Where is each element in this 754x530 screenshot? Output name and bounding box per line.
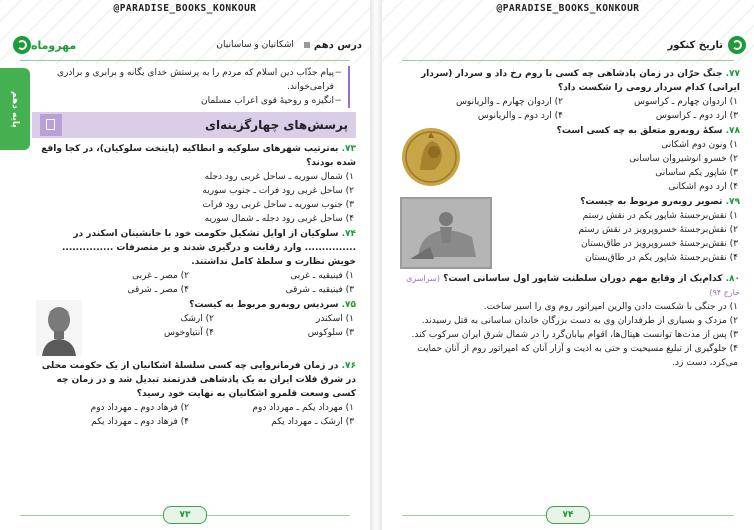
option[interactable]: ۱) فینیقیه ـ غربی — [290, 271, 354, 281]
right-page — [382, 0, 754, 530]
question-text: در زمان فرمانروایی چه کسی سلسلهٔ اشکانیان از یک حکومت محلی در شرق فلات ایران به یک پادشاهی قدرتمند تبدیل شد و در زمان چه کسی وسعت قلمرو اشکانیان به نهایت خود رسید؟ — [41, 361, 356, 399]
header-divider — [402, 60, 734, 61]
section-header — [32, 112, 356, 138]
section-title: پرسش‌های چهارگزینه‌ای — [205, 118, 348, 132]
option[interactable]: ۱) در جنگی با شکست دادن والرین امپراتور روم وی را اسیر ساخت. — [483, 302, 738, 312]
bust-statue-image — [36, 300, 82, 356]
coin-image — [400, 126, 462, 188]
question-78-block — [396, 124, 740, 194]
question-number: ۷۷. — [725, 69, 740, 79]
separator-icon — [304, 42, 310, 48]
question-text: سردیس روبه‌رو مربوط به کیست؟ — [189, 300, 339, 310]
question-number: ۷۶. — [341, 361, 356, 371]
question-number: ۷۴. — [341, 229, 356, 239]
option[interactable]: ۱) اسکندر — [315, 314, 354, 324]
question-79-block — [396, 195, 740, 271]
question-number: ۷۵. — [341, 300, 356, 310]
grade-side-tab — [0, 68, 30, 150]
option[interactable]: ۴) ارد دوم ـ والریانوس — [477, 111, 563, 121]
question-75-block — [32, 298, 356, 358]
watermark: @PARADISE_BOOKS_KONKOUR — [113, 3, 257, 14]
chapter-title: اشکانیان و ساسانیان — [216, 40, 294, 50]
option[interactable]: ۲) نقش‌برجستهٔ خسروپرویز در نقش رستم — [578, 225, 738, 235]
options-grid — [32, 269, 356, 297]
option[interactable]: ۲) مصر ـ غربی — [132, 271, 189, 281]
lesson-label: درس دهم — [313, 39, 362, 51]
option[interactable]: ۲) اردوان چهارم ـ والریانوس — [455, 97, 563, 107]
bullet-list — [32, 66, 350, 108]
option[interactable]: ۳) شاپور یکم ساسانی — [655, 168, 738, 178]
grade-side-tab-label: پایه دهم — [10, 90, 20, 128]
brand-logo-icon — [13, 36, 31, 54]
bullet-item: − پیام جذّاب دین اسلام که مردم را به پرستش خدای یگانه و برابری و برادری فرامی‌خواند. — [32, 66, 342, 94]
page-header — [8, 30, 362, 60]
question-text: کدام‌یک از وقایع مهم دوران سلطنت شاپور اول ساسانی است؟ — [443, 274, 723, 284]
option[interactable]: ۲) ساحل غربی رود فرات ـ جنوب سوریه — [202, 186, 354, 196]
option[interactable]: ۱) ونون دوم اشکانی — [661, 140, 738, 150]
question-74 — [32, 227, 356, 269]
book-gutter — [370, 0, 382, 530]
question-73 — [32, 142, 356, 170]
option[interactable]: ۲) ارشک — [180, 314, 214, 324]
option[interactable]: ۴) آنتیاوخوس — [164, 328, 214, 338]
option[interactable]: ۲) فرهاد دوم ـ مهرداد دوم — [90, 403, 189, 413]
document-icon — [40, 114, 62, 136]
page-number: ۷۴ — [546, 506, 590, 524]
option[interactable]: ۳) ارشک ـ مهرداد یکم — [271, 417, 354, 427]
option[interactable]: ۳) پس از مدت‌ها توانست هپتال‌ها، اقوام بیابان‌گرد را در شمال شرق ایران سرکوب کند. — [411, 330, 738, 340]
question-77 — [396, 67, 740, 95]
question-source: (سراسری خارج ۹۴) — [406, 274, 740, 297]
option[interactable]: ۴) ارد دوم اشکانی — [668, 182, 738, 192]
option[interactable]: ۳) ارد دوم ـ کراسوس — [655, 111, 738, 121]
question-text: جنگ حرّان در زمان پادشاهی چه کسی با روم رخ داد و سردار (سردار ایرانی) کدام سردار رومی را شکست داد؟ — [420, 69, 740, 93]
question-76 — [32, 359, 356, 401]
question-number: ۷۳. — [341, 144, 356, 154]
question-text: سکهٔ روبه‌رو متعلق به چه کسی است؟ — [556, 126, 723, 136]
option[interactable]: ۳) نقش‌برجستهٔ خسروپرویز در طاق‌بستان — [581, 239, 738, 249]
page-number: ۷۳ — [163, 506, 207, 524]
option[interactable]: ۱) شمال سوریه ـ ساحل غربی رود دجله — [204, 172, 354, 182]
question-number: ۸۰. — [725, 274, 740, 284]
option[interactable]: ۴) فرهاد دوم ـ مهرداد یکم — [91, 417, 189, 427]
bullet-item: − انگیزه و روحیهٔ قوی اعراب مسلمان — [32, 94, 342, 108]
options-grid — [32, 401, 356, 429]
option[interactable]: ۱) مهرداد یکم ـ مهرداد دوم — [252, 403, 354, 413]
options-grid — [396, 95, 740, 123]
option[interactable]: ۳) جنوب سوریه ـ ساحل غربی رود فرات — [202, 200, 354, 210]
option[interactable]: ۴) جلوگیری از تبلیغ مسیحیت و حتی به اذیت و آزار آنان که امپراتور روم از آنان حمایت می‌کرد، دست زد. — [417, 344, 738, 368]
option[interactable]: ۱) اردوان چهارم ـ کراسوس — [633, 97, 738, 107]
left-page — [0, 0, 370, 530]
left-content — [32, 66, 356, 429]
header-divider — [20, 60, 350, 61]
option[interactable]: ۲) خسرو انوشیروان ساسانی — [629, 154, 738, 164]
page-header — [390, 30, 746, 60]
brand-name: مهروماه — [31, 38, 77, 52]
question-number: ۷۸. — [725, 126, 740, 136]
question-80 — [396, 272, 740, 300]
option[interactable]: ۳) فینیقیه ـ شرقی — [285, 285, 354, 295]
watermark: @PARADISE_BOOKS_KONKOUR — [496, 3, 640, 14]
options-grid — [82, 312, 356, 340]
option[interactable]: ۲) مزدک و بسیاری از طرفداران وی به دست بزرگان خاندان ساسانی به قتل رسیدند. — [421, 316, 738, 326]
option[interactable]: ۴) ساحل غربی رود دجله ـ شمال سوریه — [204, 214, 354, 224]
right-content — [396, 66, 740, 370]
brand-logo-icon — [728, 36, 746, 54]
question-number: ۷۹. — [725, 197, 740, 207]
question-text: تصویر روبه‌رو مربوط به چیست؟ — [580, 197, 723, 207]
question-text: سلوکیان از اوایل تشکیل حکومت خود با جانشینان اسکندر در ............... وارد رقابت و درگیری شدند و بر متصرفات ............... خویش نظارت و سلطهٔ کامل نداشتند. — [62, 229, 356, 267]
question-text: به‌ترتیب شهرهای سلوکیه و انطاکیه (پایتخت سلوکیان)، در کجا واقع شده بودند؟ — [41, 144, 356, 168]
option[interactable]: ۴) مصر ـ شرقی — [127, 285, 189, 295]
option[interactable]: ۳) سلوکوس — [307, 328, 354, 338]
book-title: تاریخ کنکور — [667, 39, 723, 51]
rock-relief-image — [400, 197, 492, 269]
option[interactable]: ۱) نقش‌برجستهٔ شاپور یکم در نقش رستم — [582, 211, 738, 221]
option[interactable]: ۴) نقش‌برجستهٔ شاپور یکم در طاق‌بستان — [585, 253, 738, 263]
